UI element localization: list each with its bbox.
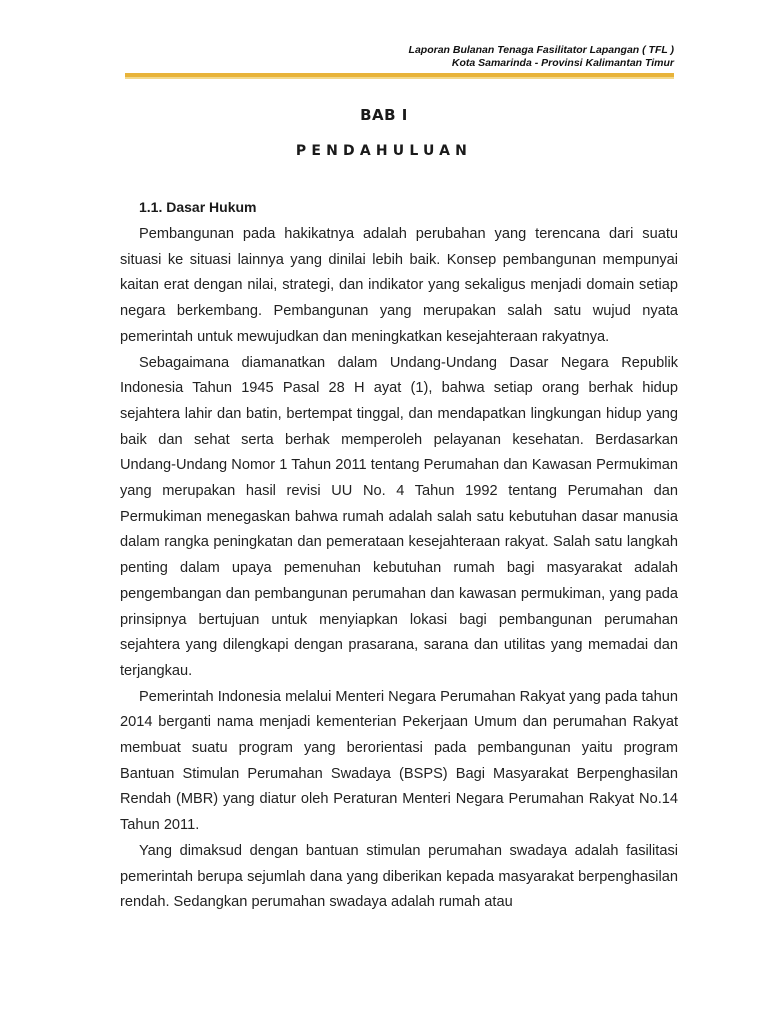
chapter-label: BAB I [360, 106, 408, 124]
paragraph-2: Sebagaimana diamanatkan dalam Undang-Undang Dasar Negara Republik Indonesia Tahun 1945 Pasal 28 H ayat (1), bahwa setiap orang berhak hidup sejahtera lahir dan batin, bertempat tinggal, dan mendapatkan lingkungan hidup yang baik dan sehat serta berhak memperoleh pelayanan kesehatan. Berdasarkan Undang-Undang Nomor 1 Tahun 2011 tentang Perumahan dan Kawasan Permukiman yang merupakan hasil revisi UU No. 4 Tahun 1992 tentang Perumahan dan Permukiman menegaskan bahwa rumah adalah salah satu kebutuhan dasar manusia dalam rangka peningkatan dan pemerataan kesejahteraan rakyat. Salah satu langkah penting dalam upaya pemenuhan kebutuhan rumah bagi masyarakat adalah pengembangan dan pembangunan perumahan dan kawasan permukiman, yang pada prinsipnya bertujuan untuk menyiapkan lokasi bagi pembangunan perumahan sejahtera yang dilengkapi dengan prasarana, sarana dan utilitas yang memadai dan terjangkau. [120, 354, 678, 679]
header-divider-shadow [125, 77, 674, 79]
running-header [409, 44, 674, 70]
paragraph-4: Yang dimaksud dengan bantuan stimulan perumahan swadaya adalah fasilitasi pemerintah berupa sejumlah dana yang diberikan kepada masyarakat berpenghasilan rendah. Sedangkan perumahan swadaya adalah rumah atau [120, 842, 678, 911]
chapter-title: PENDAHULUAN [295, 143, 473, 159]
paragraph-1: Pembangunan pada hakikatnya adalah perubahan yang terencana dari suatu situasi ke situasi lainnya yang dinilai lebih baik. Konsep pembangunan mempunyai kaitan erat dengan nilai, strategi, dan indikator yang sekaligus menjadi domain setiap negara berkembang. Pembangunan yang merupakan salah satu wujud nyata pemerintah untuk mewujudkan dan meningkatkan kesejahteraan rakyatnya. [120, 226, 678, 345]
paragraph-3: Pemerintah Indonesia melalui Menteri Negara Perumahan Rakyat yang pada tahun 2014 berganti nama menjadi kementerian Pekerjaan Umum dan perumahan Rakyat membuat suatu program yang berorientasi pada pembangunan yaitu program Bantuan Stimulan Perumahan Swadaya (BSPS) Bagi Masyarakat Berpenghasilan Rendah (MBR) yang diatur oleh Peraturan Menteri Negara Perumahan Rakyat No.14 Tahun 2011. [120, 688, 678, 834]
section-heading: 1.1. Dasar Hukum [139, 199, 257, 215]
running-header-line-2: Kota Samarinda - Provinsi Kalimantan Timur [451, 57, 674, 69]
running-header-line-1: Laporan Bulanan Tenaga Fasilitator Lapangan ( TFL ) [408, 44, 674, 56]
body-text [120, 222, 678, 916]
